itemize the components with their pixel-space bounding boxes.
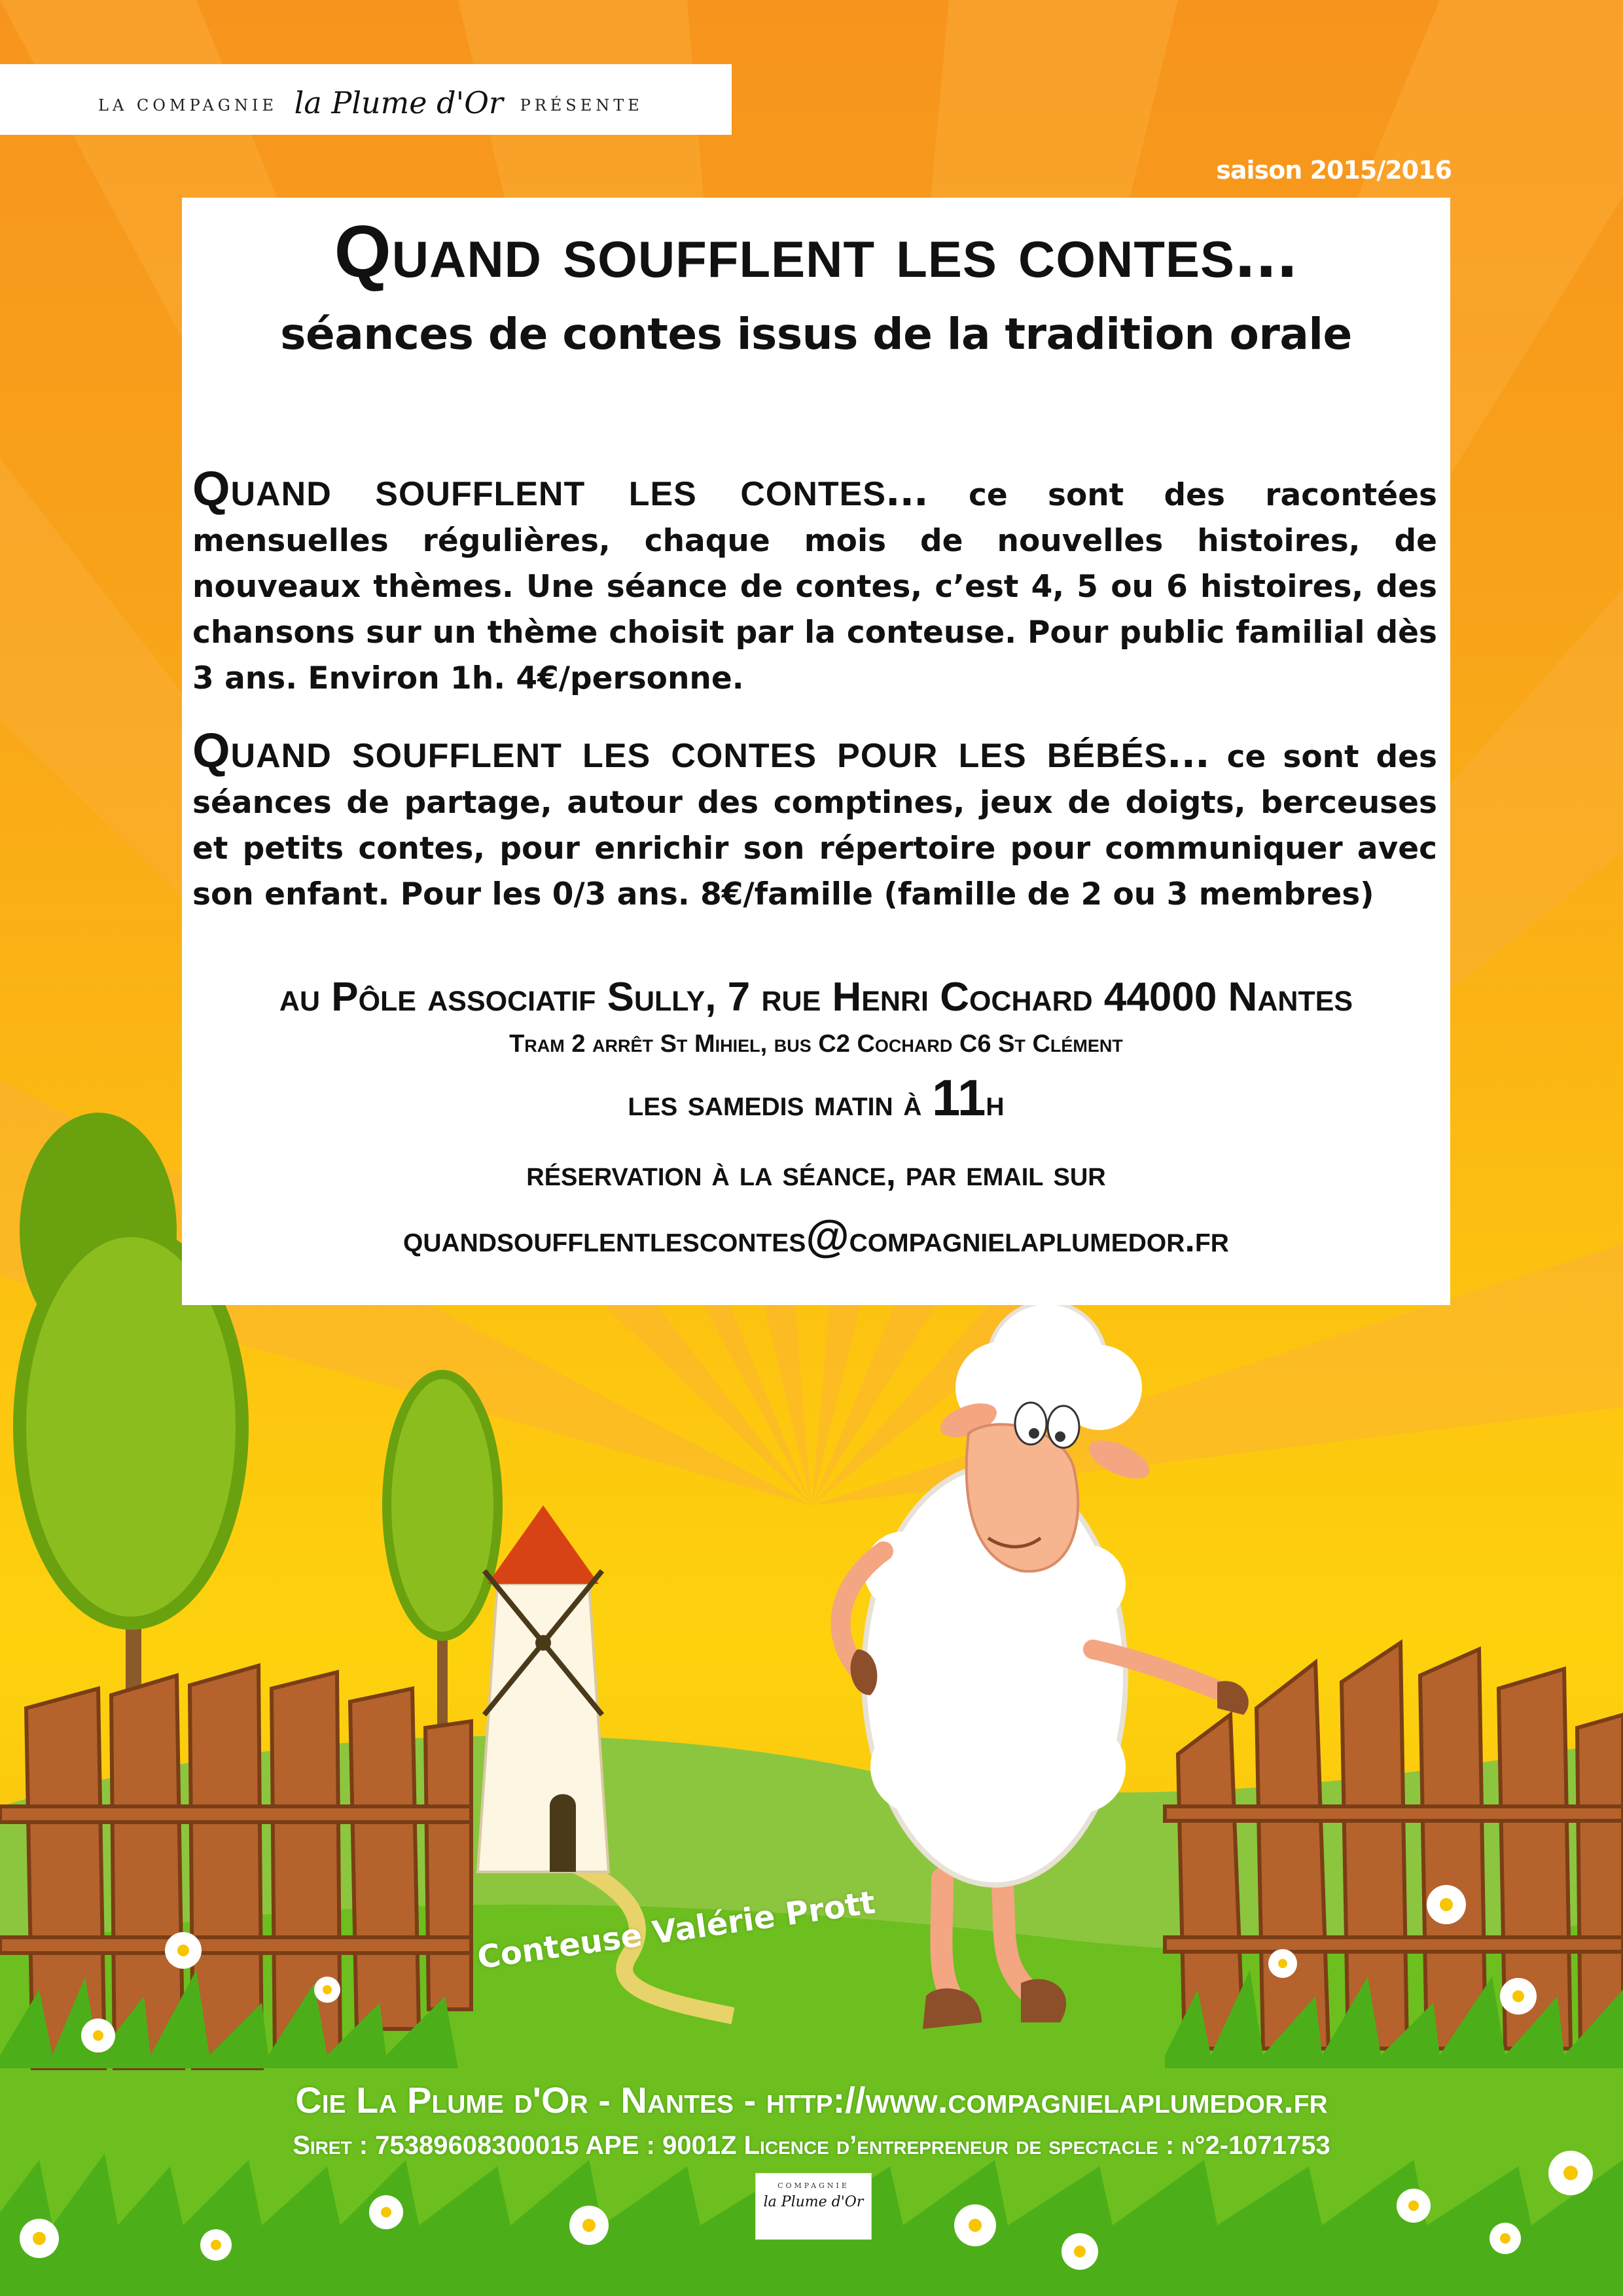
banner-left: LA COMPAGNIE [98,96,277,115]
schedule-suffix: h [986,1082,1005,1123]
description-monthly [192,461,1437,702]
company-logo: la Plume d'Or [294,85,503,120]
email-at: @ [806,1211,849,1261]
storyteller-credit: Conteuse Valérie Prott [475,1884,878,1977]
reservation-info: réservation à la séance, par email sur [526,1154,1106,1193]
babies-body: ce sont des séances de partage, autour des comptines, jeux de doigts, berceuses et petits contes, pour enrichir son répertoire pour communiquer avec son enfant. Pour les 0/3 ans. 8€/famille (famille de 2 ou 3 membres) [192,739,1438,912]
info-panel [182,198,1450,1305]
page-title: Quand soufflent les contes... [334,211,1298,293]
footer-logo [755,2173,872,2240]
schedule [182,1068,1450,1128]
description-babies [192,723,1438,918]
transport-info: Tram 2 arrêt St Mihiel, bus C2 Cochard C6 St Clément [509,1030,1123,1058]
season-label: saison 2015/2016 [1216,156,1452,185]
page-subtitle: séances de contes issus de la tradition orale [280,309,1352,359]
footer-legal: Siret : 75389608300015 APE : 9001Z Licence d’entrepreneur de spectacle : n°2-1071753 [293,2131,1330,2160]
footer-logo-script: la Plume d'Or [763,2194,864,2210]
schedule-prefix: les samedis matin à [628,1082,932,1123]
monthly-lead: Quand soufflent les contes... [192,461,929,516]
email-user: quandsoufflentlescontes [403,1218,806,1259]
banner-text [98,85,643,120]
contact-email[interactable] [182,1211,1450,1262]
babies-lead: Quand soufflent les contes pour les bébés... [192,723,1210,778]
header-banner [0,64,732,135]
fence-left [0,1666,471,2068]
venue-address: au Pôle associatif Sully, 7 rue Henri Cochard 44000 Nantes [279,975,1353,1020]
banner-right: PRÉSENTE [520,96,643,115]
email-domain: compagnielaplumedor.fr [849,1218,1229,1259]
footer-logo-top: COMPAGNIE [777,2181,849,2190]
footer-company-url[interactable]: Cie La Plume d'Or - Nantes - http://www.compagnielaplumedor.fr [295,2079,1328,2121]
monthly-body: ce sont des racontées mensuelles régulières, chaque mois de nouvelles histoires, de nouveaux thèmes. Une séance de contes, c’est 4, 5 ou 6 histoires, des chansons sur un thème choisit par la conteuse. Pour public familial dès 3 ans. Environ 1h. 4€/personne. [192,477,1437,696]
schedule-hour: 11 [931,1069,986,1126]
